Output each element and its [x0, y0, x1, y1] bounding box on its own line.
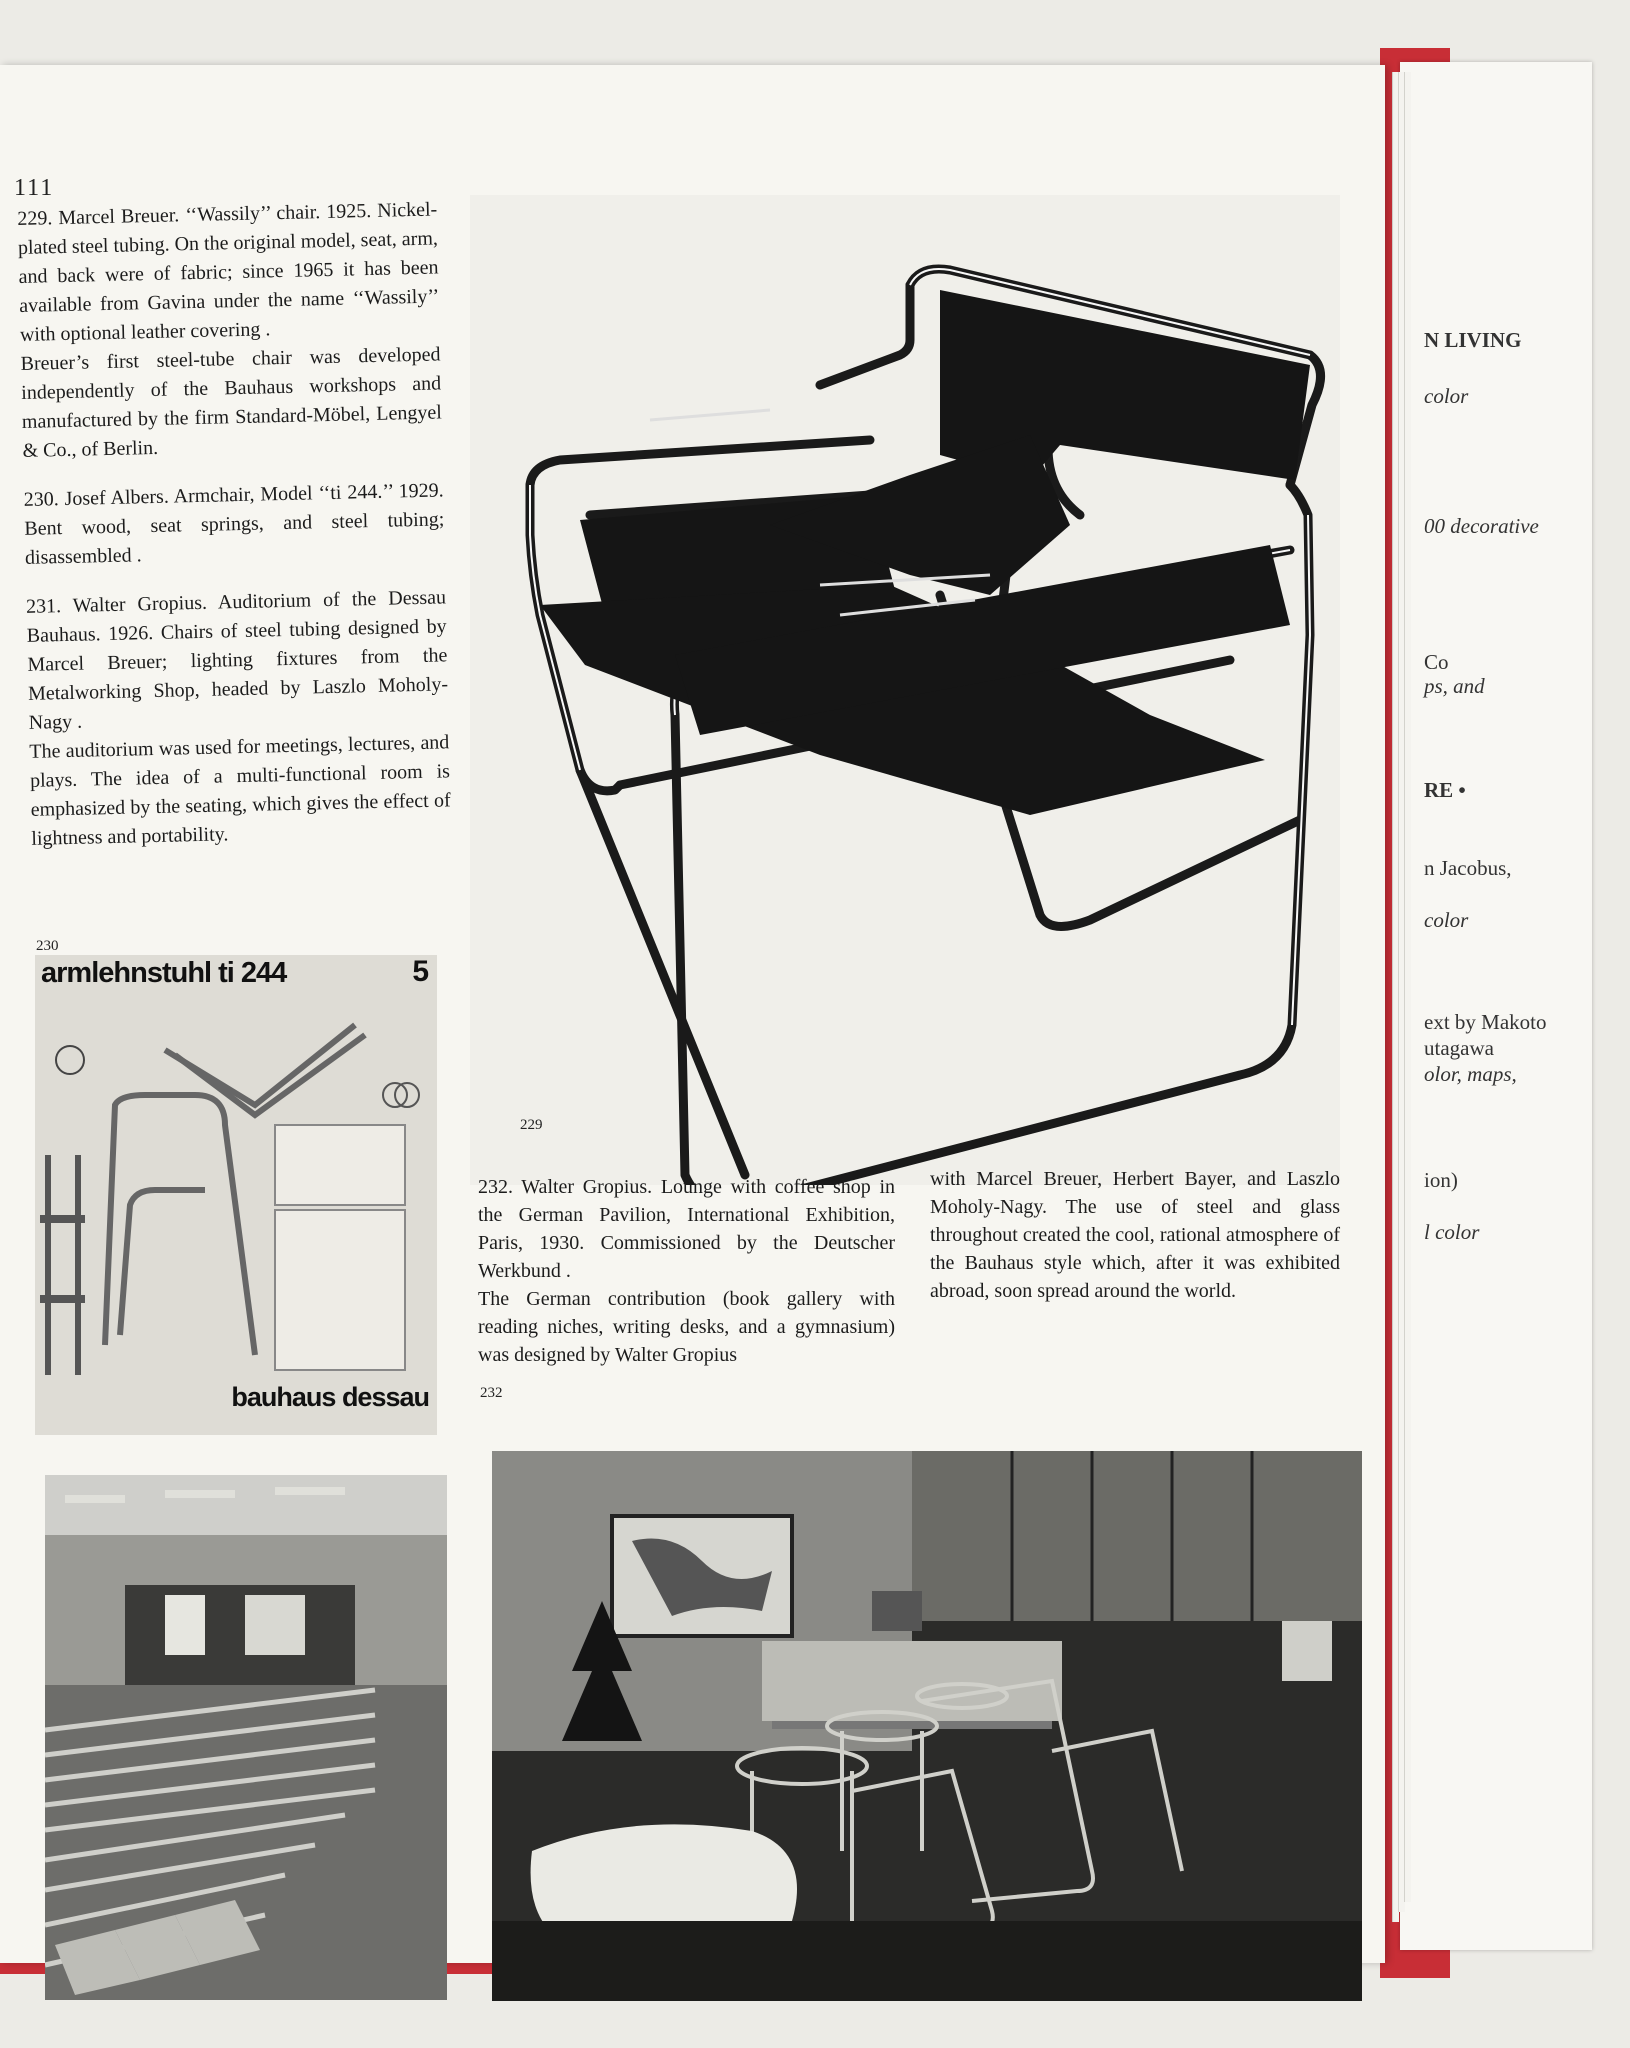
caption-232-right-column — [930, 1165, 1340, 1305]
back-page-line: olor, maps, — [1424, 1062, 1517, 1086]
page-number: 111 — [14, 175, 55, 201]
auditorium-illustration — [45, 1475, 447, 2000]
book-page — [0, 65, 1385, 1963]
caption-230: 230. Josef Albers. Armchair, Model ‘‘ti 244.’’ 1929. Bent wood, seat springs, and steel tubing; disassembled . — [23, 479, 445, 569]
poster-title: armlehnstuhl ti 244 — [41, 957, 287, 989]
caption-231-title: 231. Walter Gropius. Auditorium of the Dessau Bauhaus. 1926. Chairs of steel tubing designed by Marcel Breuer; lighting fixtures from the Metalworking Shop, headed by Laszlo Moholy-Nagy . — [25, 586, 449, 734]
back-page-line: l color — [1424, 1220, 1480, 1244]
figure-label-230: 230 — [36, 938, 59, 954]
back-page-line: Co — [1424, 650, 1449, 674]
caption-231-body: The auditorium was used for meetings, lectures, and plays. The idea of a multi-functional room is emphasized by the seating, which gives the effect of lightness and portability. — [29, 731, 451, 850]
armchair-parts-illustration — [35, 955, 437, 1435]
back-page-line: ion) — [1424, 1168, 1458, 1192]
caption-232-body-start: The German contribution (book gallery with reading niches, writing desks, and a gymnasium) was designed by Walter Gropius — [478, 1288, 895, 1366]
back-page-line: color — [1424, 908, 1469, 932]
caption-229-body: Breuer’s first steel-tube chair was developed independently of the Bauhaus workshops and manufactured by the firm Standard-Möbel, Lengyel & Co., of Berlin. — [20, 343, 443, 462]
caption-229-title: 229. Marcel Breuer. ‘‘Wassily’’ chair. 1925. Nickel-plated steel tubing. On the original model, seat, arm, and back were of fabric; since 1965 it has been available from Gavina under the name ‘‘Wassily’’ with optional leather covering . — [17, 198, 440, 346]
lounge-photo — [492, 1451, 1362, 2001]
poster-number: 5 — [412, 955, 429, 988]
caption-232-title: 232. Walter Gropius. Lounge with coffee shop in the German Pavilion, International Exhibition, Paris, 1930. Commissioned by the Deutscher Werkbund . — [478, 1176, 895, 1282]
page-edge — [1404, 72, 1411, 1902]
lounge-illustration — [492, 1451, 1362, 2001]
back-page-line: N LIVING — [1424, 328, 1522, 352]
back-page-line: ext by Makoto — [1424, 1010, 1547, 1034]
left-captions — [17, 195, 452, 873]
back-page-line: ps, and — [1424, 674, 1485, 698]
back-page-line: color — [1424, 384, 1469, 408]
figure-label-229: 229 — [520, 1117, 543, 1133]
wassily-chair-photo — [470, 195, 1340, 1185]
wassily-chair-illustration — [470, 195, 1340, 1185]
figure-label-232: 232 — [480, 1385, 503, 1401]
auditorium-photo — [45, 1475, 447, 2000]
back-page-line: utagawa — [1424, 1036, 1494, 1060]
back-page-line: n Jacobus, — [1424, 856, 1512, 880]
poster-footer: bauhaus dessau — [231, 1382, 429, 1412]
back-page-line: RE • — [1424, 778, 1466, 802]
armchair-poster-photo — [35, 955, 437, 1435]
caption-232-left-column — [478, 1173, 895, 1369]
back-page-line: 00 decorative — [1424, 514, 1539, 538]
caption-232-body-end: with Marcel Breuer, Herbert Bayer, and Laszlo Moholy-Nagy. The use of steel and glass throughout created the cool, rational atmosphere of the Bauhaus style which, after it was exhibited abroad, soon spread around the world. — [930, 1168, 1340, 1302]
